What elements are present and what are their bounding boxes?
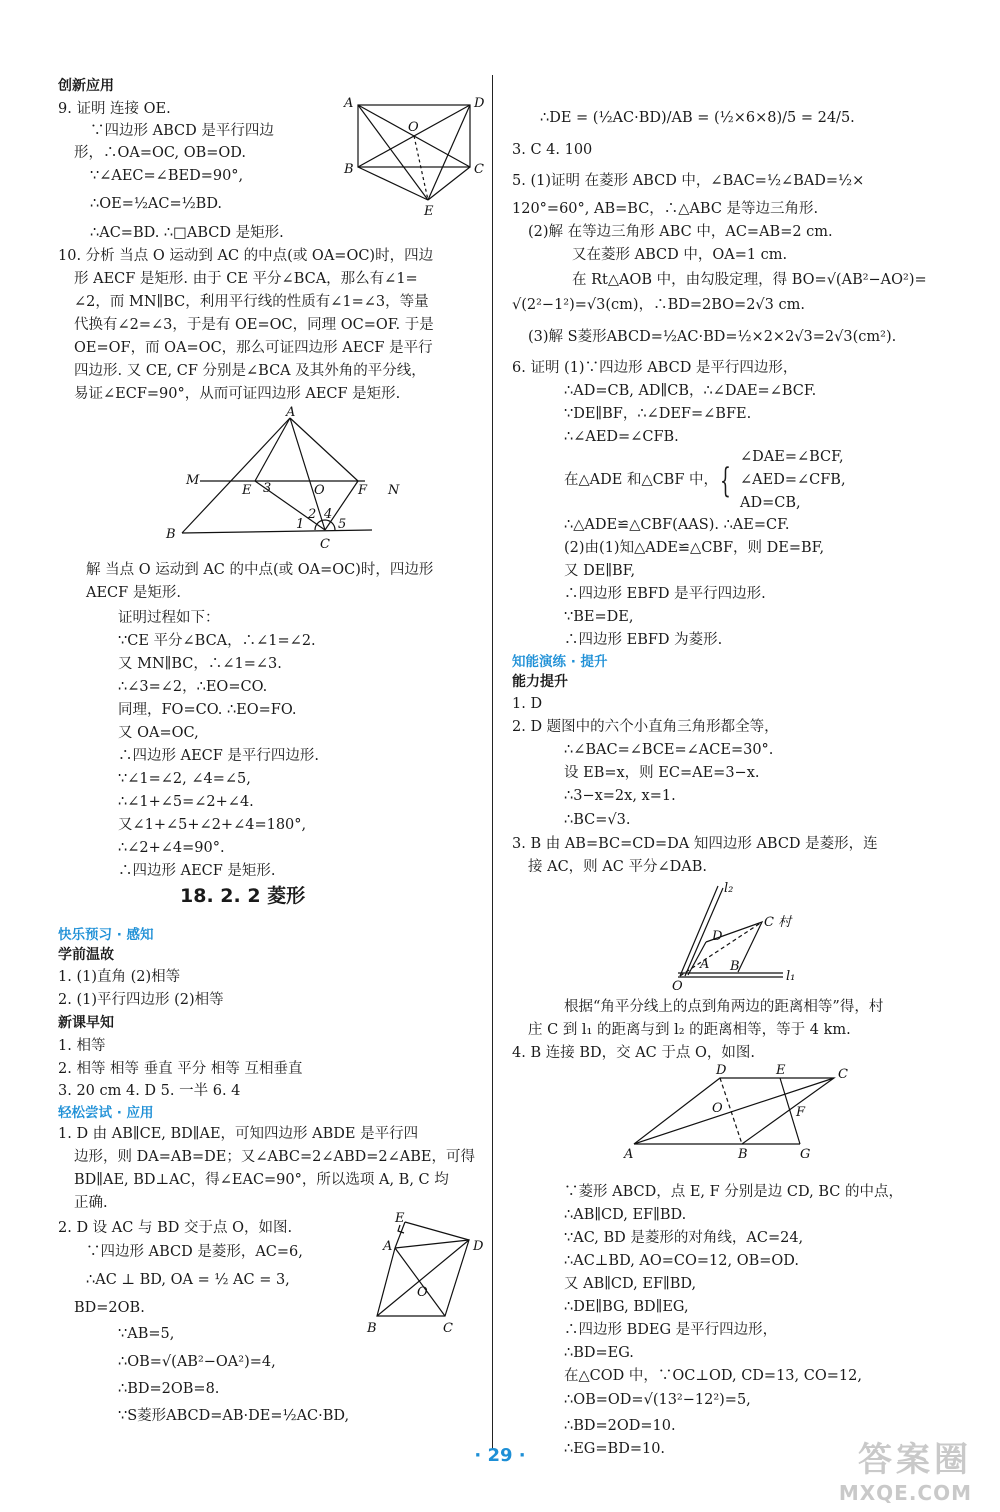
text-line: 2. D 题图中的六个小直角三角形都全等，	[512, 719, 779, 735]
text-line: ∵AB=5,	[118, 1326, 175, 1342]
section-title: 18. 2. 2 菱形	[180, 885, 306, 907]
text-line: 在△ADE 和△CBF 中，	[564, 472, 719, 488]
heading-new-lesson: 新课早知	[58, 1015, 114, 1031]
label-M: M	[186, 473, 200, 488]
label-A: A	[344, 96, 354, 111]
text-line: (2)解 在等边三角形 ABC 中，AC=AB=2 cm.	[528, 224, 833, 240]
label-l2: l₂	[724, 881, 734, 896]
label-angle-3: 3	[263, 481, 272, 496]
text-line: 证明过程如下：	[118, 610, 220, 626]
text-line: ∴AB∥CD, EF∥BD.	[564, 1207, 687, 1223]
text-line: ∵CE 平分∠BCA，∴∠1=∠2.	[118, 633, 316, 649]
text-line: BD=2OB.	[74, 1300, 145, 1316]
text-line: ∴OB=OD=√(13²−12²)=5,	[564, 1392, 751, 1408]
text-line: ∴OE=½AC=½BD.	[90, 196, 223, 212]
label-E: E	[424, 204, 434, 219]
text-line: ∵AC, BD 是菱形的对角线，AC=24,	[564, 1230, 804, 1246]
text-line: ∴OB=√(AB²−OA²)=4,	[118, 1354, 276, 1370]
text-line: OE=OF，而 OA=OC，那么可证四边形 AECF 是平行	[74, 340, 433, 356]
text-line: 3. B 由 AB=BC=CD=DA 知四边形 ABCD 是菱形，连	[512, 836, 878, 852]
text-line: 又∠1+∠5+∠2+∠4=180°,	[118, 817, 307, 833]
label-F: F	[358, 483, 368, 498]
section-label-practice: 知能演练 · 提升	[512, 654, 608, 670]
text-line: (2)由(1)知△ADE≌△CBF，则 DE=BF,	[564, 540, 825, 556]
label-angle-1: 1	[296, 517, 305, 532]
text-line: 1. 相等	[58, 1038, 106, 1054]
text-line: ∵菱形 ABCD，点 E, F 分别是边 CD, BC 的中点，	[564, 1184, 903, 1200]
label-O: O	[314, 483, 325, 498]
heading-ability: 能力提升	[512, 674, 568, 690]
section-label-try: 轻松尝试 · 应用	[58, 1105, 154, 1121]
text-line: 四边形. 又 CE, CF 分别是∠BCA 及其外角的平分线，	[74, 363, 426, 379]
figure-parallelogram	[620, 1060, 860, 1160]
label-C: C	[320, 537, 330, 552]
text-line: ∴EG=BD=10.	[564, 1441, 666, 1457]
text-line: 边形，则 DA=AB=DE；又∠ABC=2∠ABD=2∠ABE，可得	[74, 1149, 475, 1165]
label-D: D	[712, 929, 723, 944]
text-line: 根据“角平分线上的点到角两边的距离相等”得，村	[564, 999, 884, 1015]
text-line: 1. D 由 AB∥CE, BD∥AE，可知四边形 ABDE 是平行四	[58, 1126, 419, 1142]
text-line: 解 当点 O 运动到 AC 的中点(或 OA=OC)时，四边形	[86, 562, 434, 578]
text-line: BD∥AE, BD⊥AC，得∠EAC=90°，所以选项 A, B, C 均	[74, 1172, 449, 1188]
text-line: 1. D	[512, 696, 543, 712]
label-angle-2: 2	[308, 507, 317, 522]
text-line: 设 EB=x，则 EC=AE=3−x.	[564, 765, 760, 781]
text-line: ∵四边形 ABCD 是菱形，AC=6,	[86, 1244, 303, 1260]
text-line: ∴△ADE≌△CBF(AAS). ∴AE=CF.	[564, 517, 790, 533]
text-line: 庄 C 到 l₁ 的距离与到 l₂ 的距离相等，等于 4 km.	[528, 1022, 851, 1038]
figure-rhombus	[365, 1208, 495, 1338]
label-C-village: C 村	[764, 915, 792, 930]
text-line: ∴AD=CB, AD∥CB，∴∠DAE=∠BCF.	[564, 383, 817, 399]
label-N: N	[388, 483, 400, 498]
text-line: ∴∠AED=∠CFB.	[564, 429, 679, 445]
label-C: C	[838, 1067, 848, 1082]
text-line: 1. (1)直角 (2)相等	[58, 969, 181, 985]
text-line: 形 AECF 是矩形. 由于 CE 平分∠BCA，那么有∠1=	[74, 271, 418, 287]
label-B: B	[166, 527, 176, 542]
text-line: ∴∠1+∠5=∠2+∠4.	[118, 794, 254, 810]
text-line: 5. (1)证明 在菱形 ABCD 中，∠BAC=½∠BAD=½×	[512, 173, 865, 189]
text-line: ∵∠AEC=∠BED=90°,	[90, 168, 244, 184]
label-D: D	[716, 1063, 727, 1078]
label-O: O	[408, 120, 419, 135]
text-line: ∵∠1=∠2, ∠4=∠5,	[118, 771, 251, 787]
label-B: B	[730, 959, 740, 974]
text-line: 又在菱形 ABCD 中，OA=1 cm.	[572, 247, 788, 263]
text-line: ∵S菱形ABCD=AB·DE=½AC·BD,	[118, 1408, 350, 1424]
label-A: A	[700, 957, 710, 972]
text-line: ∴AC⊥BD, AO=CO=12, OB=OD.	[564, 1253, 800, 1269]
figure-rectangle	[340, 95, 490, 220]
watermark-url: MXQE.COM	[838, 1481, 972, 1505]
text-line: ∴∠BAC=∠BCE=∠ACE=30°.	[564, 742, 774, 758]
text-line: ∵BE=DE,	[564, 609, 634, 625]
text-line: ∴∠3=∠2，∴EO=CO.	[118, 679, 268, 695]
text-line: ∴四边形 BDEG 是平行四边形，	[564, 1322, 778, 1338]
text-line: 形，∴OA=OC, OB=OD.	[74, 145, 246, 161]
text-line: 2. 相等 相等 垂直 平分 相等 互相垂直	[58, 1061, 303, 1077]
text-line: ∴BD=2OD=10.	[564, 1418, 676, 1434]
page-number: · 29 ·	[474, 1445, 526, 1466]
label-F: F	[796, 1105, 806, 1120]
text-line: 120°=60°, AB=BC，∴△ABC 是等边三角形.	[512, 201, 819, 217]
text-line: ∴四边形 EBFD 是平行四边形.	[564, 586, 766, 602]
text-line: √(2²−1²)=√3(cm)，∴BD=2BO=2√3 cm.	[512, 297, 805, 313]
text-line: 2. (1)平行四边形 (2)相等	[58, 992, 224, 1008]
watermark	[839, 1432, 972, 1505]
text-line: ∴DE∥BG, BD∥EG,	[564, 1299, 689, 1315]
label-B: B	[367, 1321, 377, 1336]
text-line: 10. 分析 当点 O 运动到 AC 的中点(或 OA=OC)时，四边	[58, 248, 434, 264]
text-line: 在 Rt△AOB 中，由勾股定理，得 BO=√(AB²−AO²)=	[572, 272, 927, 288]
label-E: E	[776, 1063, 786, 1078]
label-angle-4: 4	[324, 507, 333, 522]
text-line: ∴3−x=2x, x=1.	[564, 788, 676, 804]
text-line: 代换有∠2=∠3，于是有 OE=OC，同理 OC=OF. 于是	[74, 317, 434, 333]
label-D: D	[473, 1239, 484, 1254]
text-line: ∴AC=BD. ∴□ABCD 是矩形.	[90, 225, 284, 241]
text-line: 易证∠ECF=90°，从而可证四边形 AECF 是矩形.	[74, 386, 401, 402]
text-line: ∵DE∥BF，∴∠DEF=∠BFE.	[564, 406, 752, 422]
heading-review: 学前温故	[58, 947, 114, 963]
text-line: 6. 证明 (1)∵四边形 ABCD 是平行四边形，	[512, 360, 798, 376]
text-line: 又 MN∥BC，∴∠1=∠3.	[118, 656, 282, 672]
text-line: ∴∠2+∠4=90°.	[118, 840, 225, 856]
text-line: ∴BD=EG.	[564, 1345, 634, 1361]
heading-innovation: 创新应用	[58, 78, 114, 94]
system-brace: {	[720, 461, 731, 501]
label-O: O	[712, 1101, 723, 1116]
text-line: ∠2，而 MN∥BC，利用平行线的性质有∠1=∠3，等量	[74, 294, 429, 310]
text-line: 2. D 设 AC 与 BD 交于点 O，如图.	[58, 1220, 293, 1236]
text-line: ∠AED=∠CFB,	[740, 472, 846, 488]
figure-village	[668, 880, 808, 995]
text-line: 接 AC，则 AC 平分∠DAB.	[528, 859, 707, 875]
section-label-preview: 快乐预习 · 感知	[58, 927, 154, 943]
label-E: E	[242, 483, 252, 498]
text-line: ∴四边形 AECF 是矩形.	[118, 863, 276, 879]
text-line: 3. C 4. 100	[512, 142, 593, 158]
label-angle-5: 5	[338, 517, 347, 532]
text-line: AECF 是矩形.	[86, 585, 181, 601]
text-line: ∴BC=√3.	[564, 812, 631, 828]
text-line: ∴四边形 EBFD 为菱形.	[564, 632, 723, 648]
text-line: 同理，FO=CO. ∴EO=FO.	[118, 702, 297, 718]
text-line: 又 AB∥CD, EF∥BD,	[564, 1276, 697, 1292]
text-line: 在△COD 中，∵OC⊥OD, CD=13, CO=12,	[564, 1368, 862, 1384]
label-l1: l₁	[786, 969, 796, 984]
label-O: O	[417, 1285, 428, 1300]
label-C: C	[474, 162, 484, 177]
text-line: (3)解 S菱形ABCD=½AC·BD=½×2×2√3=2√3(cm²).	[528, 329, 897, 345]
text-line: 又 OA=OC,	[118, 725, 199, 741]
label-A: A	[624, 1147, 634, 1162]
text-line: ∴四边形 AECF 是平行四边形.	[118, 748, 320, 764]
label-G: G	[800, 1147, 811, 1162]
label-A: A	[383, 1239, 393, 1254]
label-D: D	[474, 96, 485, 111]
label-E: E	[395, 1211, 405, 1226]
text-line: 正确.	[74, 1195, 108, 1211]
text-line: 3. 20 cm 4. D 5. 一半 6. 4	[58, 1083, 241, 1099]
text-line: ∴BD=2OB=8.	[118, 1381, 220, 1397]
label-B: B	[344, 162, 354, 177]
label-B: B	[738, 1147, 748, 1162]
label-C: C	[443, 1321, 453, 1336]
text-line: 又 DE∥BF,	[564, 563, 636, 579]
text-line: 9. 证明 连接 OE.	[58, 101, 171, 117]
text-line: 4. B 连接 BD，交 AC 于点 O，如图.	[512, 1045, 755, 1061]
text-line: AD=CB,	[740, 495, 801, 511]
figure-triangle	[160, 405, 420, 555]
text-line: ∴AC ⊥ BD, OA = ½ AC = 3,	[86, 1272, 290, 1288]
watermark-text: 答案圈	[858, 1440, 972, 1480]
text-line: ∵四边形 ABCD 是平行四边	[90, 123, 274, 139]
label-O: O	[672, 979, 683, 994]
text-line: ∴DE = (½AC·BD)/AB = (½×6×8)/5 = 24/5.	[540, 110, 855, 126]
label-A: A	[286, 405, 296, 420]
text-line: ∠DAE=∠BCF,	[740, 449, 844, 465]
